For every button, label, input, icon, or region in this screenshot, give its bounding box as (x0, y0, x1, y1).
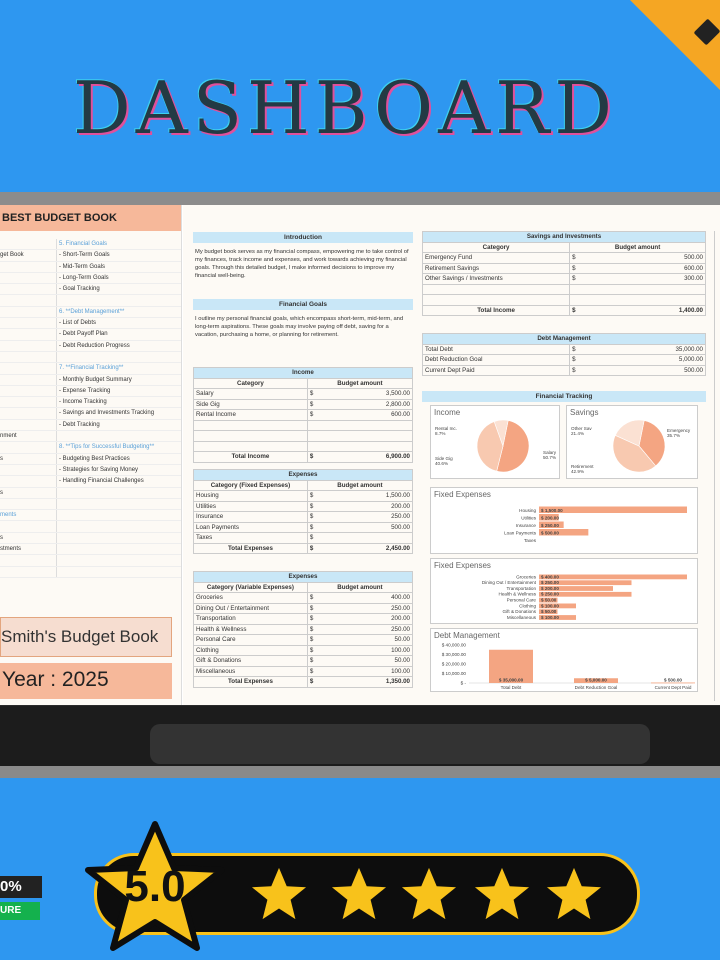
fixed-expenses-table (193, 469, 413, 554)
bar-value: $ 5,000.00 (585, 677, 607, 683)
toc-entry[interactable]: 6. **Debt Management** (59, 308, 125, 315)
toc-left (0, 352, 57, 362)
income-table (193, 367, 413, 463)
toc-row (0, 318, 181, 329)
col-header: Category (423, 242, 570, 253)
toc-row (0, 295, 181, 306)
pie-label: Retirement (571, 464, 594, 469)
table-of-contents (0, 239, 181, 578)
toc-left (0, 363, 57, 373)
table-row (194, 420, 413, 431)
toc-row (0, 262, 181, 273)
toc-row (0, 555, 181, 566)
rating-star-icon (400, 866, 458, 922)
bar-category: Transportation (506, 585, 536, 591)
bar-value: $ 250.00 (541, 591, 559, 597)
bar-category: Total Debt (500, 685, 522, 690)
tracking-heading: Financial Tracking (422, 391, 706, 402)
bar-value: $ 200.00 (541, 515, 559, 521)
col-header: Category (Variable Expenses) (194, 582, 308, 593)
book-year: Year : 2025 (0, 663, 172, 699)
variable-expenses-chart (430, 558, 698, 624)
toc-left (0, 273, 57, 283)
bar-value: $ 1,500.00 (541, 508, 563, 513)
toc-left (0, 262, 57, 272)
table-row: Miscellaneous $ 100.00 (194, 666, 413, 677)
table-row: Transportation $ 200.00 (194, 614, 413, 625)
badge-percent: 0% (0, 876, 42, 898)
table-row (423, 284, 706, 295)
toc-entry[interactable]: - Short-Term Goals (59, 252, 110, 259)
goals-heading: Financial Goals (193, 299, 413, 310)
toc-left (0, 408, 57, 418)
col-header: Budget amount (307, 378, 412, 389)
toc-entry[interactable]: - Debt Reduction Progress (59, 342, 130, 349)
table-row: Health & Wellness $ 250.00 (194, 624, 413, 635)
toc-left (0, 295, 57, 305)
toc-entry[interactable] (57, 510, 59, 520)
toc-entry[interactable] (57, 431, 59, 441)
intro-text: My budget book serves as my financial compass, empowering me to take control of my finances, track income and expenses, and work towards achieving my financial goals. Through this detailed budget, I make informed decisions to improve my financial well-being. (195, 249, 409, 279)
table-row: Taxes $ (194, 533, 413, 544)
pie-pct: 8.7% (435, 431, 446, 436)
table-row: Gift & Donations $ 50.00 (194, 656, 413, 667)
toc-row (0, 341, 181, 352)
toc-left (0, 499, 57, 509)
toc-left: s (0, 488, 57, 498)
y-tick: $ 20,000.00 (441, 661, 466, 667)
table-heading: Savings and Investments (423, 232, 706, 243)
table-heading: Debt Management (423, 334, 706, 345)
pie-pct: 40.6% (435, 461, 449, 466)
bar-category: Debt Reduction Goal (574, 685, 618, 690)
variable-chart-title: Fixed Expenses (434, 561, 491, 570)
bar-category: Housing (519, 508, 536, 513)
toc-entry[interactable]: 5. Financial Goals (59, 241, 108, 247)
rating-score: 5.0 (124, 862, 186, 911)
dashboard-screen (0, 205, 720, 705)
toc-entry[interactable] (57, 488, 59, 498)
toc-row (0, 454, 181, 465)
bar-category: Personal Care (506, 597, 536, 603)
y-tick: $ 30,000.00 (441, 652, 466, 657)
toc-left: stments (0, 544, 57, 554)
pie-pct: 35.7% (667, 433, 681, 438)
toc-entry[interactable]: - List of Debts (59, 320, 97, 327)
bar-category: Insurance (515, 523, 536, 528)
bar-value: $ 50.00 (541, 609, 557, 615)
savings-chart (566, 405, 698, 479)
savings-table (422, 231, 706, 316)
rating-star-icon (545, 866, 603, 922)
toc-left (0, 341, 57, 351)
table-row: Dining Out / Entertainment $ 250.00 (194, 603, 413, 614)
bar-category: Health & Wellness (498, 591, 536, 597)
toc-left (0, 284, 57, 294)
toc-row (0, 408, 181, 419)
toc-entry[interactable]: - Expense Tracking (59, 387, 111, 394)
y-tick: $ - (460, 680, 466, 686)
toc-left: ments (0, 510, 57, 520)
toc-left (0, 442, 57, 452)
toc-row (0, 499, 181, 510)
debt-chart (430, 628, 698, 692)
toc-left (0, 476, 57, 486)
toc-row (0, 250, 181, 261)
toc-entry[interactable]: - Mid-Term Goals (59, 263, 106, 270)
table-row: Retirement Savings $ 600.00 (423, 263, 706, 274)
rating-star-icon (250, 866, 308, 922)
toc-entry[interactable] (57, 544, 59, 554)
next-panel-edge (714, 231, 720, 701)
toc-row (0, 273, 181, 284)
table-row (194, 441, 413, 452)
toc-left (0, 307, 57, 317)
guarantee-badge (0, 868, 44, 928)
toc-row (0, 510, 181, 521)
table-heading: Expenses (194, 572, 413, 583)
toc-row (0, 363, 181, 374)
toc-left (0, 397, 57, 407)
toc-entry[interactable]: - Monthly Budget Summary (59, 376, 132, 383)
table-row: Personal Care $ 50.00 (194, 635, 413, 646)
goals-text: I outline my personal financial goals, which encompass short-term, mid-term, and long-term aspirations. These goals may involve paying off debt, saving for a vacation, purchasing a home, or planning for retirement. (195, 316, 404, 338)
toc-left: s (0, 454, 57, 464)
pie-label: Salary (543, 450, 557, 455)
toc-entry[interactable] (57, 533, 59, 543)
toc-entry[interactable] (57, 555, 59, 565)
table-row (194, 431, 413, 442)
bar-value: $ 500.00 (541, 530, 559, 536)
goals-section (193, 299, 413, 344)
toc-entry[interactable]: - Goal Tracking (59, 286, 100, 293)
toc-row (0, 465, 181, 476)
toc-left (0, 239, 57, 249)
table-row: Clothing $ 100.00 (194, 645, 413, 656)
toc-left (0, 375, 57, 385)
toc-row (0, 431, 181, 442)
toc-entry[interactable] (57, 295, 59, 305)
table-row: Groceries $ 400.00 (194, 593, 413, 604)
bar-category: Miscellaneous (506, 614, 536, 620)
bar-value: $ 400.00 (541, 574, 559, 580)
bar (539, 575, 687, 580)
toc-row (0, 375, 181, 386)
toc-left (0, 567, 57, 577)
book-header: BEST BUDGET BOOK (0, 205, 181, 231)
toc-entry[interactable]: - Handling Financial Challenges (59, 478, 144, 485)
toc-left: nment (0, 431, 57, 441)
bar-value: $ 50.00 (541, 597, 557, 603)
debt-chart-title: Debt Management (434, 631, 500, 640)
rating-star-icon (330, 866, 388, 922)
pie-label: Emergency (667, 428, 691, 433)
table-row: Insurance $ 250.00 (194, 512, 413, 523)
toc-row (0, 476, 181, 487)
bar-category: Groceries (516, 574, 536, 580)
toc-row (0, 567, 181, 578)
bar-category: Dining Out / Entertainment (481, 580, 536, 586)
rating-star-icon (473, 866, 531, 922)
toc-left (0, 329, 57, 339)
col-header: Category (194, 378, 308, 389)
table-row: Total Debt $ 35,000.00 (423, 344, 706, 355)
toc-left (0, 318, 57, 328)
bar-category: Loan Payments (504, 530, 536, 536)
bar-category: Taxes (524, 538, 536, 543)
toc-row (0, 386, 181, 397)
pie-label: Side Gig (435, 456, 453, 461)
badge-label: URE (0, 902, 40, 920)
pie-pct: 50.7% (543, 455, 557, 460)
y-tick: $ 10,000.00 (441, 671, 466, 676)
col-header: Budget amount (570, 242, 706, 253)
intro-section (193, 232, 413, 285)
laptop-bezel (0, 192, 720, 206)
toc-row (0, 239, 181, 250)
toc-entry[interactable]: - Long-Term Goals (59, 274, 109, 281)
toc-entry[interactable] (57, 567, 59, 577)
bar-value: $ 100.00 (541, 614, 559, 620)
bar-value: $ 250.00 (541, 580, 559, 586)
variable-expenses-table (193, 571, 413, 688)
table-row: Side Gig $ 2,800.00 (194, 399, 413, 410)
toc-entry[interactable]: 7. **Financial Tracking** (59, 365, 124, 372)
toc-entry[interactable]: - Debt Tracking (59, 421, 100, 428)
intro-heading: Introduction (193, 232, 413, 243)
total-row: Total Income $ 1,400.00 (423, 305, 706, 316)
toc-entry[interactable]: - Debt Payoff Plan (59, 331, 108, 338)
total-row: Total Expenses $ 1,350.00 (194, 677, 413, 688)
table-row: Salary $ 3,500.00 (194, 389, 413, 400)
toc-left (0, 555, 57, 565)
col-header: Category (Fixed Expenses) (194, 480, 308, 491)
table-heading: Expenses (194, 470, 413, 481)
col-header: Budget amount (307, 582, 412, 593)
bar-value: $ 100.00 (541, 603, 559, 609)
toc-entry[interactable] (57, 499, 59, 509)
page-title: DASHBOARD (72, 66, 618, 150)
toc-row (0, 544, 181, 555)
table-row: Debt Reduction Goal $ 5,000.00 (423, 355, 706, 366)
toc-left (0, 465, 57, 475)
toc-left (0, 386, 57, 396)
bar-value: $ 250.00 (541, 523, 559, 528)
table-row: Loan Payments $ 500.00 (194, 522, 413, 533)
toc-entry[interactable]: - Savings and Investments Tracking (59, 410, 155, 417)
bar-value: $ 500.00 (664, 677, 682, 683)
toc-left: s (0, 533, 57, 543)
bar-value: $ 200.00 (541, 585, 559, 591)
toc-row (0, 397, 181, 408)
toc-left: get Book (0, 250, 57, 260)
pie-label: Rental Inc. (435, 426, 457, 431)
table-row: Housing $ 1,500.00 (194, 491, 413, 502)
toc-entry[interactable] (57, 521, 59, 531)
toc-row (0, 352, 181, 363)
bar (651, 683, 695, 684)
total-row: Total Income $ 6,900.00 (194, 452, 413, 463)
toc-row (0, 307, 181, 318)
bar-category: Current Dept Paid (654, 685, 692, 690)
pie-pct: 21.4% (571, 431, 585, 436)
toc-left (0, 420, 57, 430)
toc-row (0, 533, 181, 544)
y-tick: $ 40,000.00 (441, 642, 466, 648)
bar-value: $ 35,000.00 (498, 677, 524, 683)
table-row: Utilities $ 200.00 (194, 501, 413, 512)
col-header: Budget amount (307, 480, 412, 491)
toc-row (0, 420, 181, 431)
income-chart (430, 405, 560, 479)
table-row: Other Savings / Investments $ 300.00 (423, 274, 706, 285)
fixed-expenses-chart (430, 487, 698, 554)
table-row: Rental Income $ 600.00 (194, 410, 413, 421)
bar-category: Gift & Donations (502, 609, 536, 615)
debt-table (422, 333, 706, 376)
book-name: Smith's Budget Book (0, 617, 172, 657)
toc-row (0, 329, 181, 340)
table-row: Current Dept Paid $ 500.00 (423, 365, 706, 376)
toc-entry[interactable]: 8. **Tips for Successful Budgeting** (59, 444, 155, 451)
bar-category: Clothing (519, 603, 536, 609)
toc-entry[interactable]: - Strategies for Saving Money (59, 466, 139, 473)
total-row: Total Expenses $ 2,450.00 (194, 543, 413, 554)
laptop-edge (0, 766, 720, 778)
toc-entry[interactable] (57, 352, 59, 362)
income-chart-title: Income (434, 408, 461, 417)
tracking-heading-wrap (422, 391, 706, 402)
laptop-keyboard (0, 706, 720, 768)
fixed-chart-title: Fixed Expenses (434, 490, 491, 499)
toc-entry[interactable]: - Income Tracking (59, 399, 107, 406)
toc-entry[interactable]: - Budgeting Best Practices (59, 455, 130, 462)
toc-row (0, 488, 181, 499)
table-row (423, 295, 706, 306)
pie-pct: 42.9% (571, 469, 585, 474)
budget-book-panel (0, 205, 182, 705)
pie-label: Other Sav (571, 426, 592, 431)
toc-row (0, 284, 181, 295)
toc-row (0, 521, 181, 532)
savings-chart-title: Savings (570, 408, 599, 417)
toc-left (0, 521, 57, 531)
table-heading: Income (194, 368, 413, 379)
bar-category: Utilities (521, 515, 536, 521)
table-row: Emergency Fund $ 500.00 (423, 253, 706, 264)
toc-row (0, 442, 181, 453)
